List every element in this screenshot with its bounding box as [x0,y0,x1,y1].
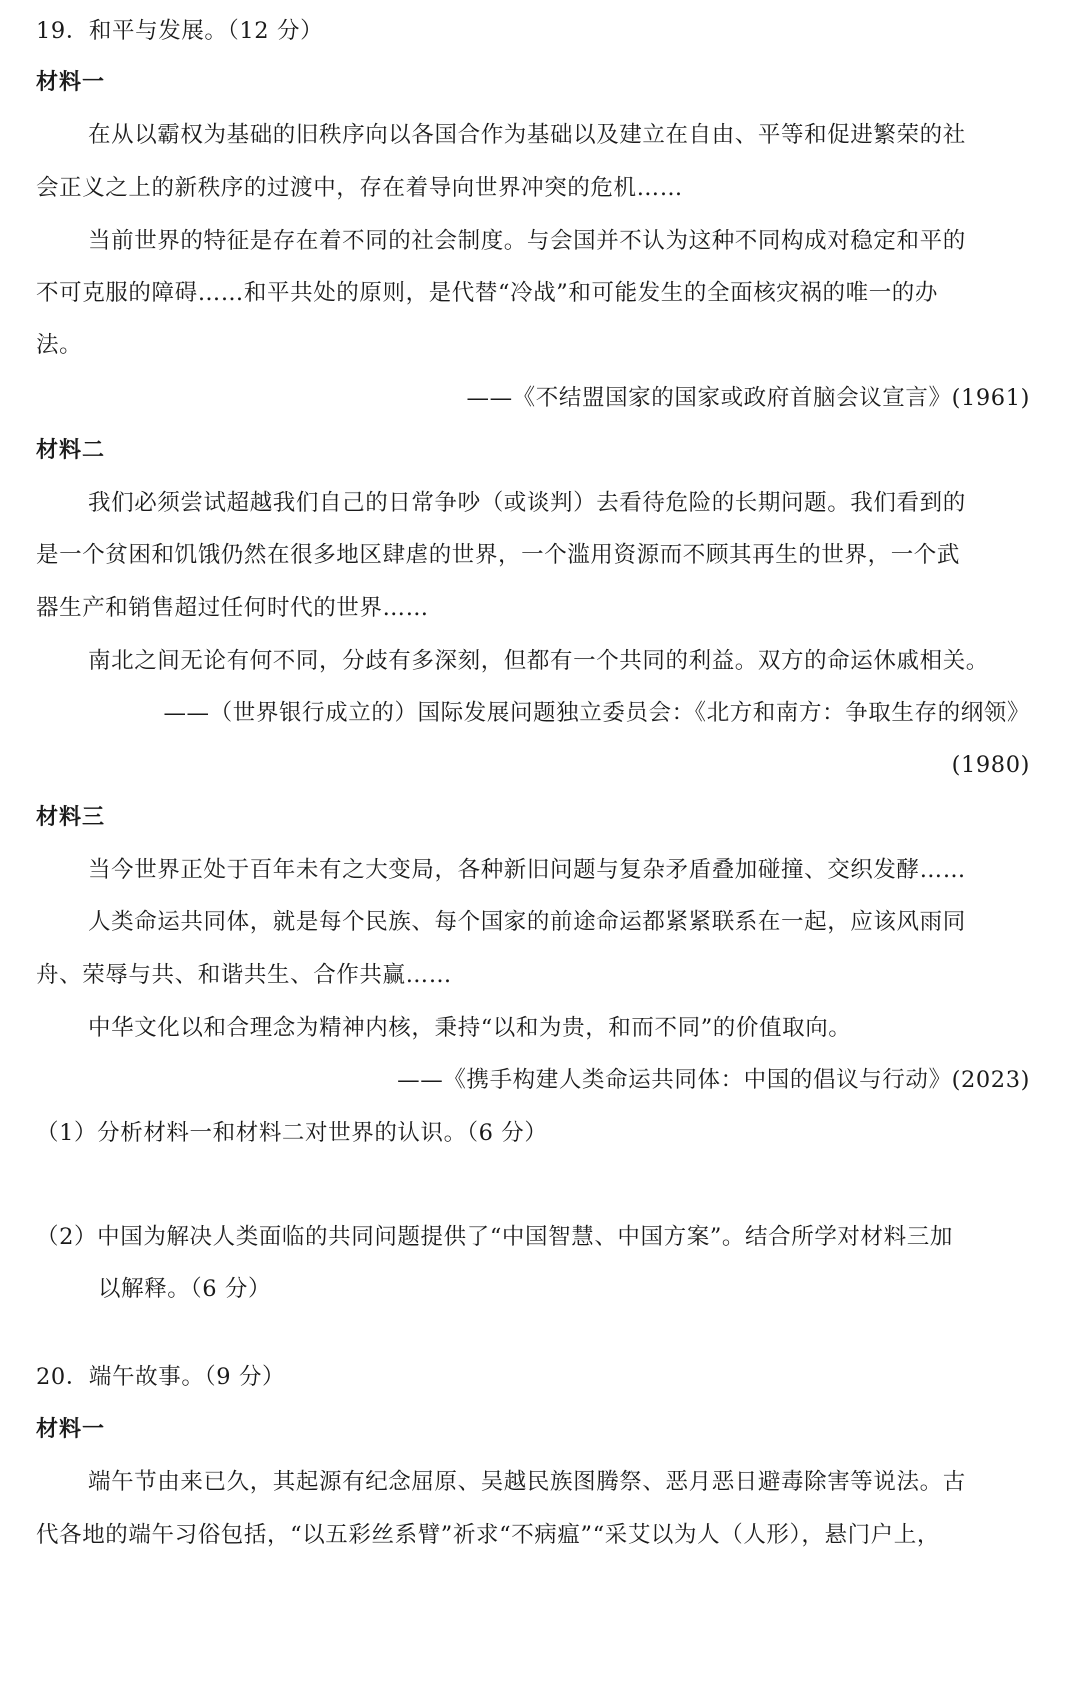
q19-m2-source: ——（世界银行成立的）国际发展问题独立委员会：《北方和南方：争取生存的纲领》 [163,700,1030,726]
q20-m1-line-1: 端午节由来已久，其起源有纪念屈原、吴越民族图腾祭、恶月恶日避毒除害等说法。古 [88,1469,966,1495]
q19-m1-source: ——《不结盟国家的国家或政府首脑会议宣言》(1961) [466,385,1030,411]
q19-material-1-heading: 材料一 [36,70,106,95]
q19-m1-line-3: 当前世界的特征是存在着不同的社会制度。与会国并不认为这种不同构成对稳定和平的 [88,228,966,254]
q19-m2-line-1: 我们必须尝试超越我们自己的日常争吵（或谈判）去看待危险的长期问题。我们看到的 [88,490,966,516]
q19-m1-line-2: 会正义之上的新秩序的过渡中，存在着导向世界冲突的危机…… [36,175,683,201]
q20-material-1-heading: 材料一 [36,1417,106,1442]
q19-sub-question-2-line-1: （2）中国为解决人类面临的共同问题提供了“中国智慧、中国方案”。结合所学对材料三加 [36,1224,953,1250]
q19-sub-question-2-line-2: 以解释。（6 分） [98,1276,272,1302]
q19-m2-line-3: 器生产和销售超过任何时代的世界…… [36,595,429,621]
q19-material-3-heading: 材料三 [36,805,106,830]
q19-m1-line-4: 不可克服的障碍……和平共处的原则，是代替“冷战”和可能发生的全面核灾祸的唯一的办 [36,280,939,306]
question-19-title: 19．和平与发展。（12 分） [36,18,324,44]
q20-m1-line-2: 代各地的端午习俗包括，“以五彩丝系臂”祈求“不病瘟”“采艾以为人（人形），悬门户上， [36,1522,940,1548]
q19-m3-line-1: 当今世界正处于百年未有之大变局，各种新旧问题与复杂矛盾叠加碰撞、交织发酵…… [88,857,966,883]
q19-m1-line-5: 法。 [36,332,83,358]
q19-m3-source: ——《携手构建人类命运共同体：中国的倡议与行动》(2023) [397,1067,1030,1093]
q19-sub-question-1: （1）分析材料一和材料二对世界的认识。（6 分） [36,1120,548,1146]
q19-m3-line-3: 舟、荣辱与共、和谐共生、合作共赢…… [36,962,452,988]
q19-m3-line-2: 人类命运共同体，就是每个民族、每个国家的前途命运都紧紧联系在一起，应该风雨同 [88,909,966,935]
q19-m2-line-2: 是一个贫困和饥饿仍然在很多地区肆虐的世界，一个滥用资源而不顾其再生的世界，一个武 [36,542,961,568]
q19-material-2-heading: 材料二 [36,438,106,463]
q19-m3-line-4: 中华文化以和合理念为精神内核，秉持“以和为贵，和而不同”的价值取向。 [88,1015,852,1041]
q19-m1-line-1: 在从以霸权为基础的旧秩序向以各国合作为基础以及建立在自由、平等和促进繁荣的社 [88,122,966,148]
question-20-title: 20．端午故事。（9 分） [36,1364,286,1390]
q19-m2-source-year: (1980) [951,752,1030,778]
q19-m2-line-4: 南北之间无论有何不同，分歧有多深刻，但都有一个共同的利益。双方的命运休戚相关。 [88,648,989,674]
